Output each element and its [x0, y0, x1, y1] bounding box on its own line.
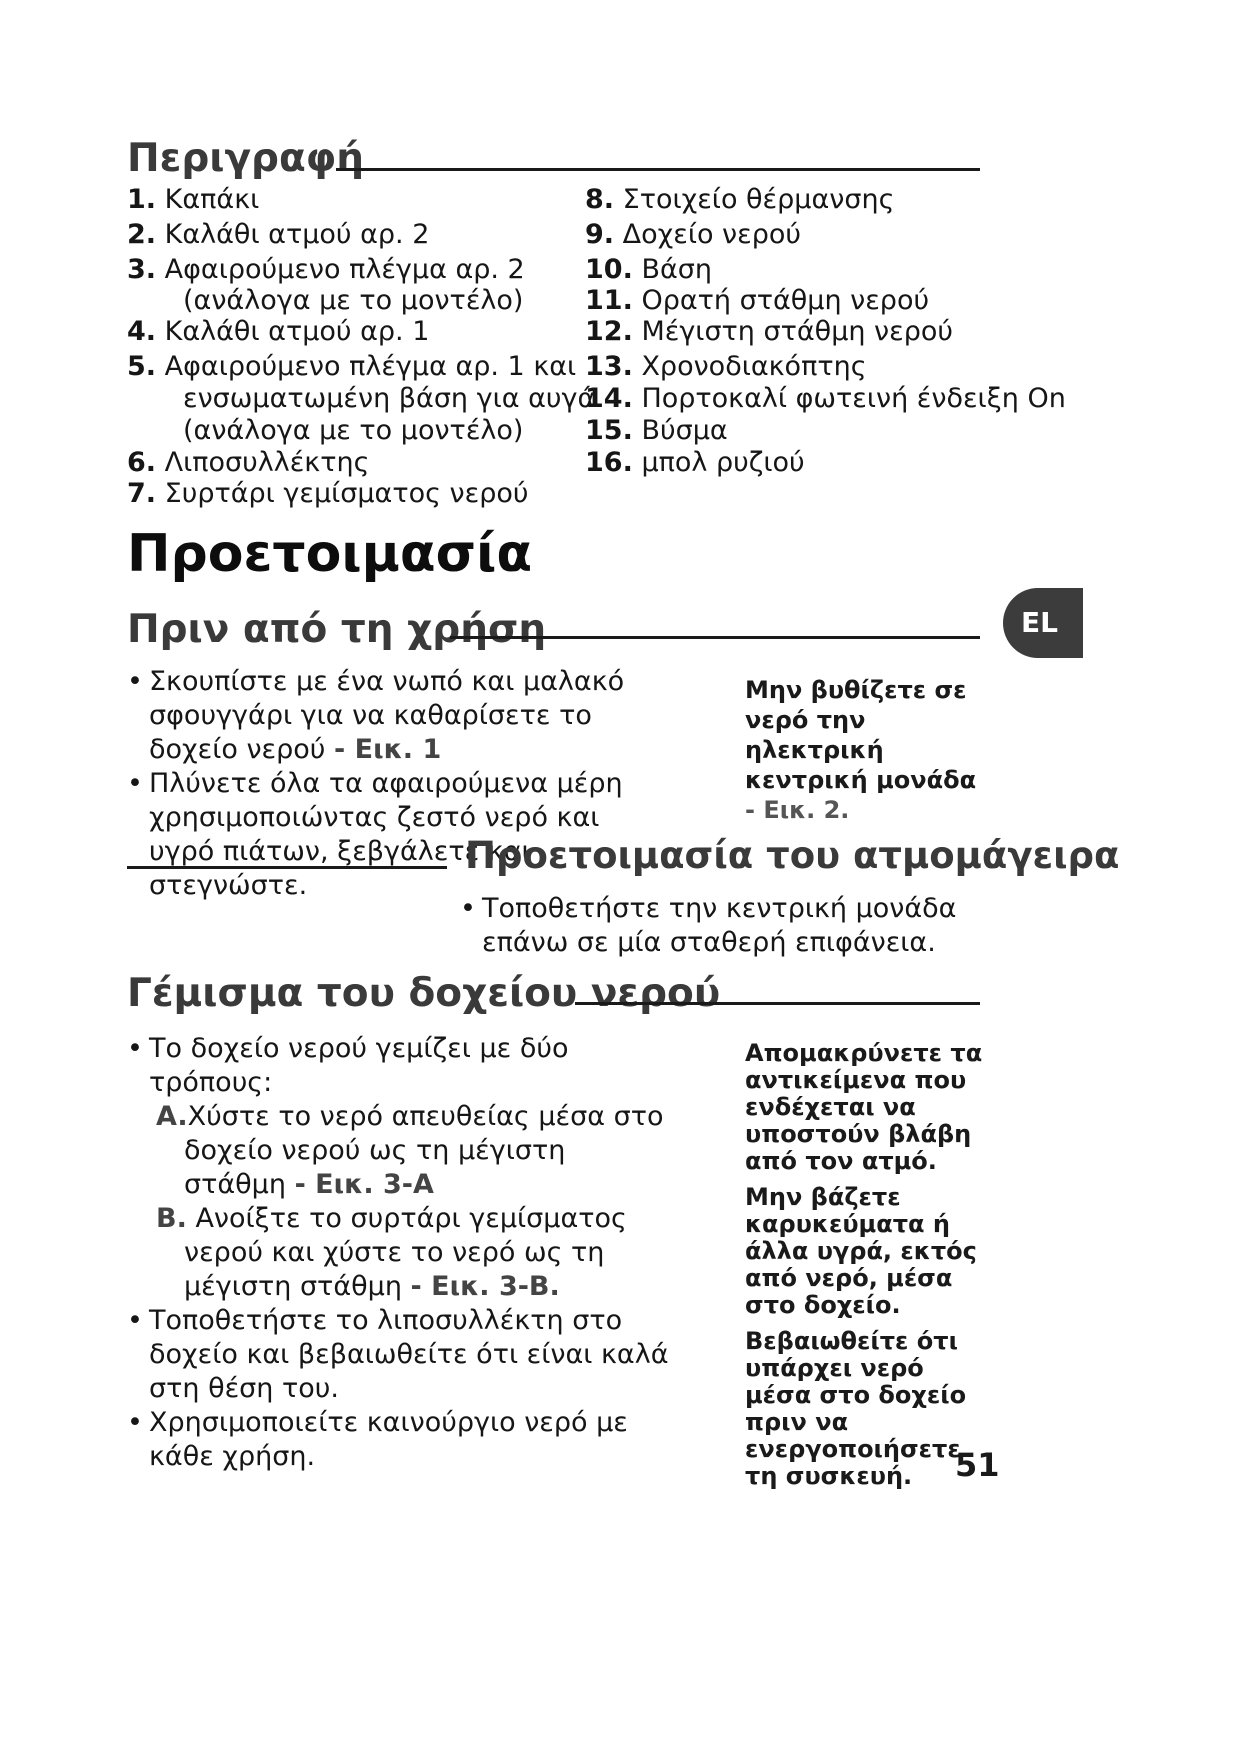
note-paragraph: Απομακρύνετε τα αντικείμενα που ενδέχεται να υποστούν βλάβη από τον ατμό.	[745, 1039, 983, 1175]
list-item: 9. Δοχείο νερού	[585, 219, 802, 250]
bullet-item: • Τοποθετήστε το λιποσυλλέκτη στο δοχείο και βεβαιωθείτε ότι είναι καλά στη θέση του.	[127, 1305, 669, 1404]
list-item: 16. μπολ ρυζιού	[585, 447, 805, 478]
steamer-prep-title: Προετοιμασία του ατμομάγειρα	[465, 834, 1120, 877]
note-paragraph: Μην βάζετε καρυκεύματα ή άλλα υγρά, εκτός από νερό, μέσα στο δοχείο.	[745, 1183, 977, 1319]
language-tab: EL	[1003, 588, 1083, 658]
before-use-note: Μην βυθίζετε σε νερό την ηλεκτρική κεντρική μονάδα - Εικ. 2.	[745, 676, 977, 824]
description-left-list	[127, 182, 595, 511]
list-item: 8. Στοιχείο θέρμανσης	[585, 184, 895, 215]
steamer-prep-title-rule	[127, 866, 447, 869]
list-item-continuation: ενσωματωμένη βάση για αυγά	[183, 383, 596, 414]
page-number: 51	[955, 1446, 1000, 1484]
list-item: 15. Βύσμα	[585, 415, 728, 446]
list-item: 3. Αφαιρούμενο πλέγμα αρ. 2	[127, 254, 525, 285]
bullet-item: • Σκουπίστε με ένα νωπό και μαλακό σφουγγάρι για να καθαρίσετε το δοχείο νερού - Εικ. 1	[127, 666, 625, 765]
bullet-item: • Χρησιμοποιείτε καινούργιο νερό με κάθε χρήση.	[127, 1407, 628, 1472]
list-item-continuation: (ανάλογα με το μοντέλο)	[183, 415, 524, 446]
steamer-prep-bullets	[460, 892, 990, 960]
option-b: B. Ανοίξτε το συρτάρι γεμίσματος νερού και χύστε το νερό ως τη μέγιστη στάθμη - Εικ. 3-B.	[156, 1203, 627, 1302]
page-title: Προετοιμασία	[127, 524, 533, 584]
before-use-title-rule	[450, 636, 980, 639]
list-item: 14. Πορτοκαλί φωτεινή ένδειξη On	[585, 383, 1066, 414]
description-right-list	[585, 182, 1066, 476]
fill-tank-title-rule	[575, 1002, 980, 1005]
list-item: 1. Καπάκι	[127, 184, 260, 215]
fill-tank-title: Γέμισμα του δοχείου νερού	[127, 971, 721, 1016]
list-item: 7. Συρτάρι γεμίσματος νερού	[127, 478, 529, 509]
description-title-rule	[336, 168, 980, 171]
list-item: 2. Καλάθι ατμού αρ. 2	[127, 219, 430, 250]
bullet-item: • Τοποθετήστε την κεντρική μονάδα επάνω σε μία σταθερή επιφάνεια.	[460, 893, 957, 958]
before-use-title: Πριν από τη χρήση	[127, 607, 547, 652]
note-paragraph: Βεβαιωθείτε ότι υπάρχει νερό μέσα στο δοχείο πριν να ενεργοποιήσετε τη συσκευή.	[745, 1327, 967, 1490]
list-item: 6. Λιποσυλλέκτης	[127, 447, 370, 478]
option-a: A.Χύστε το νερό απευθείας μέσα στο δοχείο νερού ως τη μέγιστη στάθμη - Εικ. 3-A	[156, 1101, 664, 1200]
list-item: 5. Αφαιρούμενο πλέγμα αρ. 1 και	[127, 351, 577, 382]
bullet-item: • Το δοχείο νερού γεμίζει με δύο τρόπους:	[127, 1033, 569, 1098]
list-item: 13. Χρονοδιακόπτης	[585, 351, 867, 382]
bullet-item: • Πλύνετε όλα τα αφαιρούμενα μέρη χρησιμοποιώντας ζεστό νερό και υγρό πιάτων, ξεβγάλετε και στεγνώστε.	[127, 768, 623, 901]
list-item-continuation: (ανάλογα με το μοντέλο)	[183, 285, 524, 316]
list-item: 4. Καλάθι ατμού αρ. 1	[127, 316, 430, 347]
list-item: 10. Βάση	[585, 254, 712, 285]
fill-tank-notes	[745, 1040, 995, 1499]
fill-tank-bullets	[127, 1032, 672, 1474]
list-item: 11. Ορατή στάθμη νερού	[585, 285, 930, 316]
list-item: 12. Μέγιστη στάθμη νερού	[585, 316, 954, 347]
description-title: Περιγραφή	[127, 136, 365, 181]
